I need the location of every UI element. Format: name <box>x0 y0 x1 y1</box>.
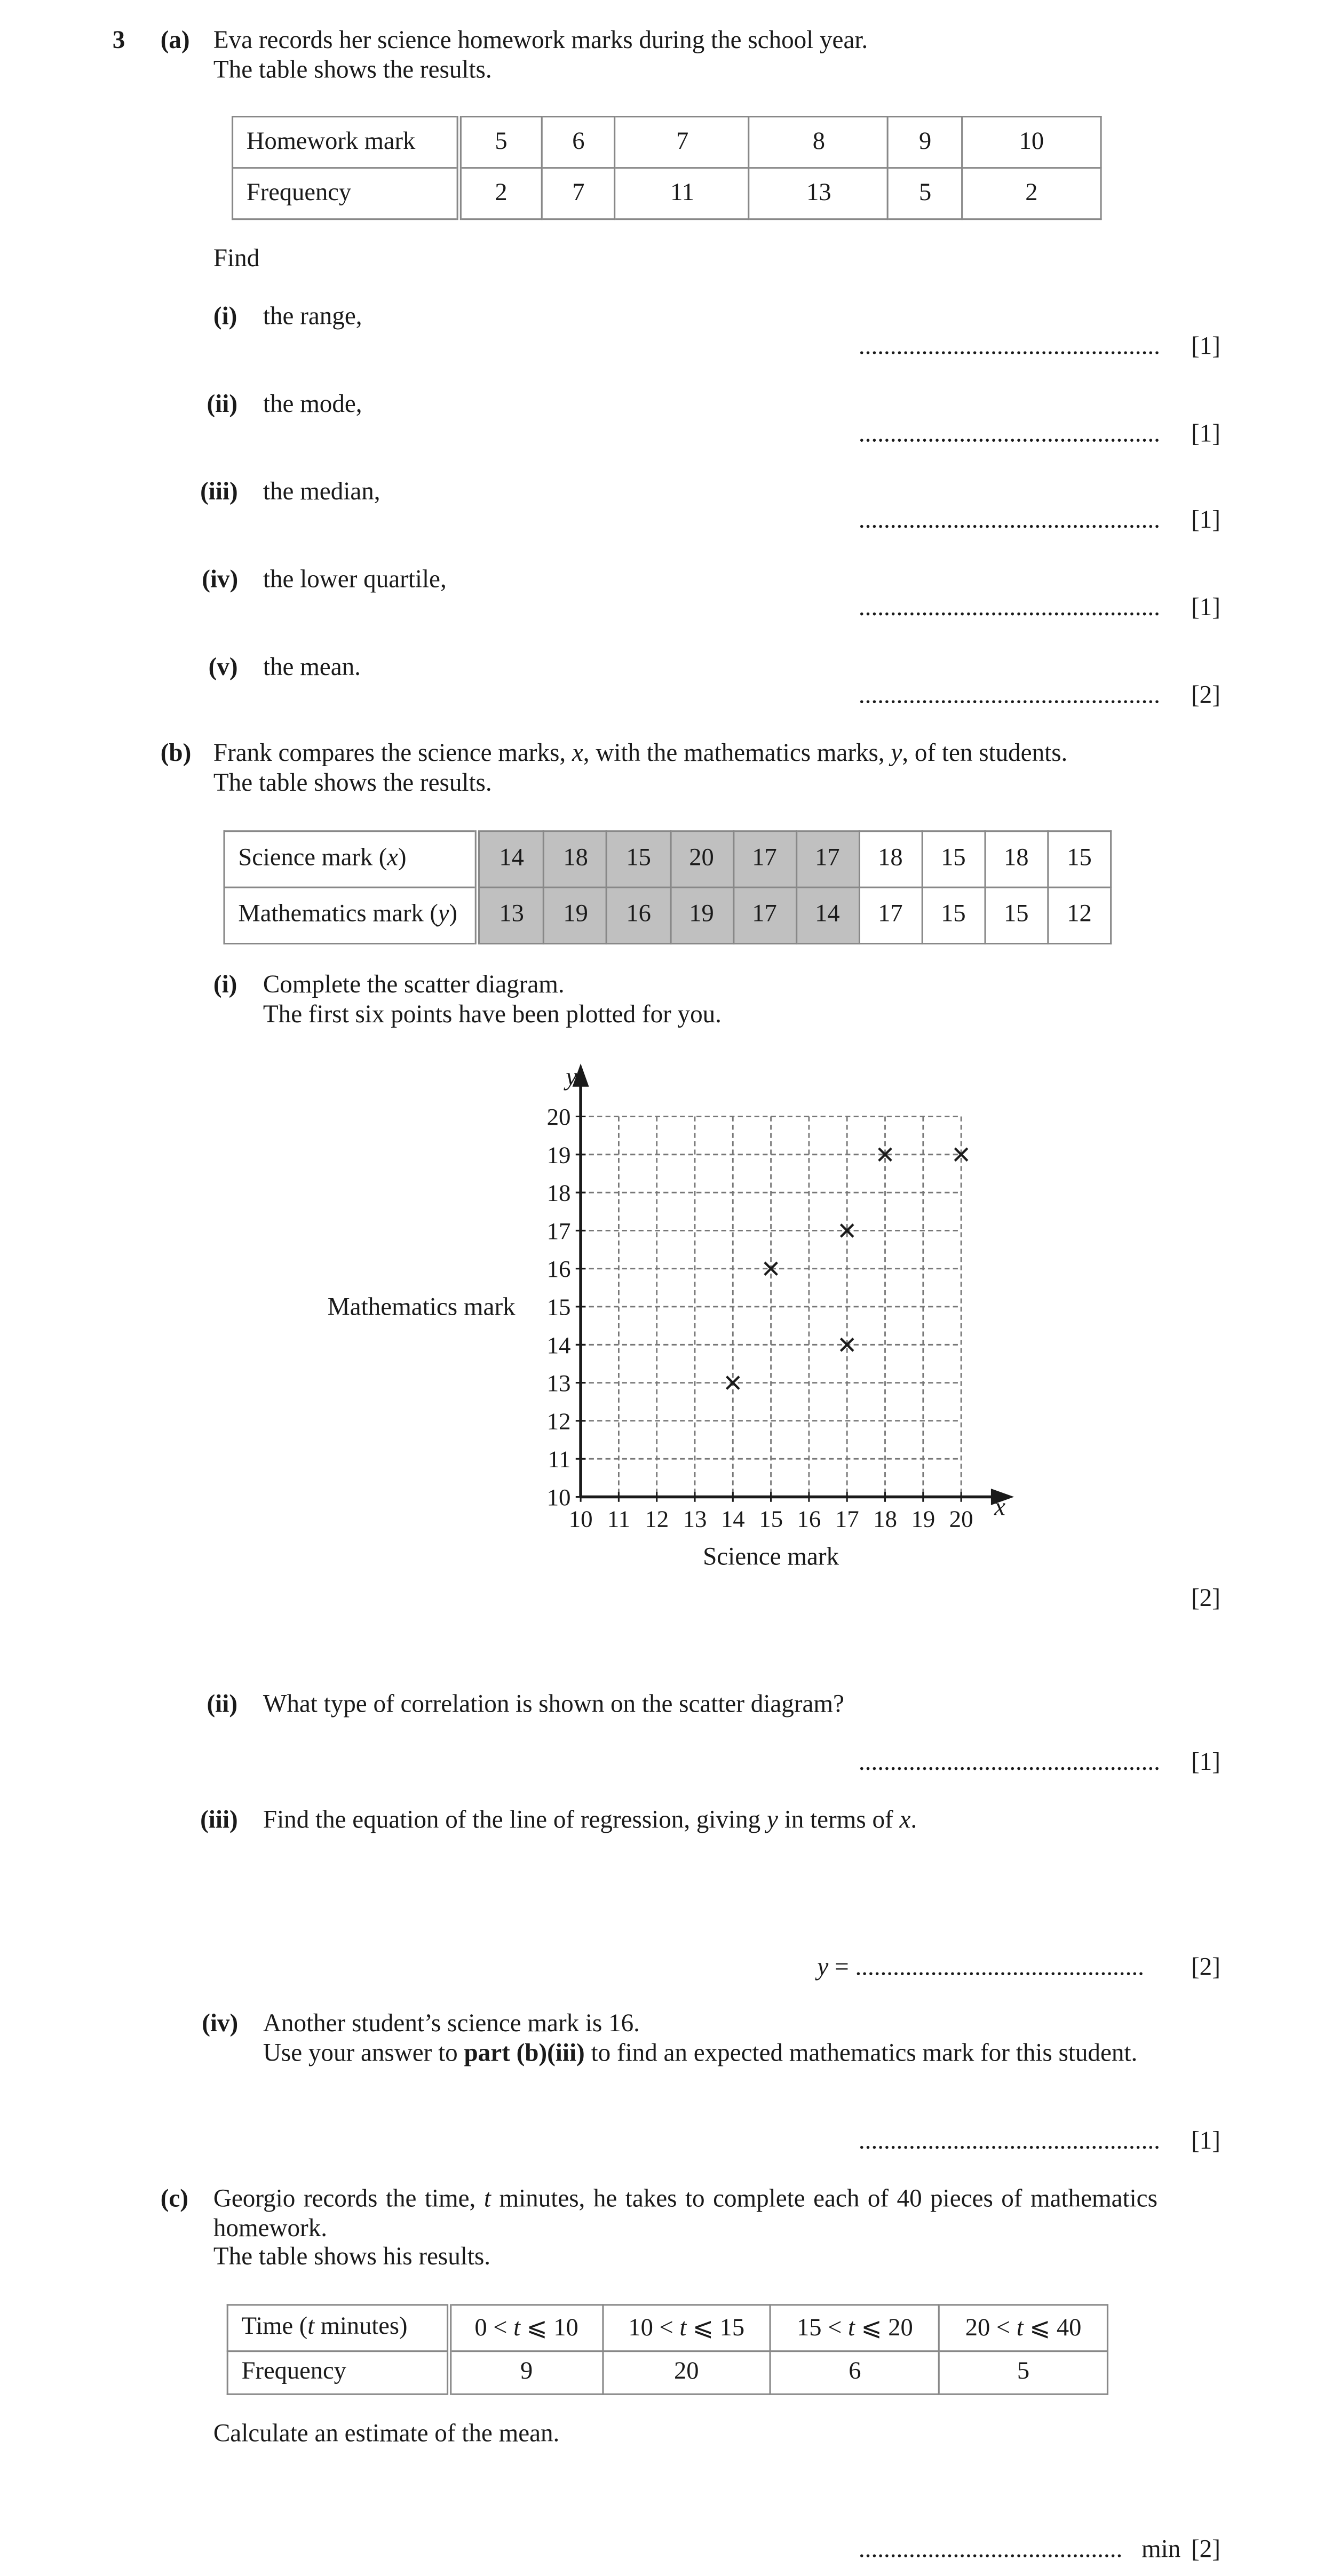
text-fragment: minutes) <box>314 2313 408 2341</box>
text-fragment: Find the equation of the line of regression, giving <box>263 1806 761 1834</box>
table-row-label <box>224 887 477 943</box>
interval-cell <box>939 2305 1108 2351</box>
part-b-i-label: (i) <box>213 971 237 999</box>
part-b-label: (b) <box>160 739 192 768</box>
part-a-iii-text: the median, <box>263 478 380 506</box>
text-fragment: in terms of <box>784 1806 893 1834</box>
text-fragment: minutes, he takes to complete each of 40 pieces of mathematics <box>499 2185 1157 2213</box>
part-a-ii-label: (ii) <box>207 390 238 419</box>
table-cell: 9 <box>449 2351 602 2395</box>
variable-y: y <box>891 739 902 768</box>
text-fragment: ) <box>449 901 458 928</box>
answer-line[interactable]: ................................................ <box>858 332 1160 361</box>
interval-lower: 15 <box>797 2316 822 2342</box>
table-row-label <box>227 2305 449 2351</box>
part-c-intro-line1 <box>213 2185 1157 2215</box>
variable-t: t <box>1016 2316 1024 2342</box>
table-cell: 9 <box>888 117 962 168</box>
y-tick-label: 17 <box>546 1217 571 1244</box>
variable-x: x <box>899 1806 911 1834</box>
x-tick-label: 19 <box>911 1505 935 1532</box>
variable-t: t <box>679 2316 687 2342</box>
grid-lines <box>581 1117 961 1497</box>
part-b-iv-line2 <box>263 2039 1137 2069</box>
table-cell: 11 <box>615 168 749 219</box>
y-tick-label: 19 <box>546 1141 571 1168</box>
table-cell: 12 <box>1048 887 1111 943</box>
text-fragment: , of ten students. <box>902 739 1068 768</box>
answer-line[interactable]: ................................................ <box>858 506 1160 535</box>
less-than-sign: < <box>996 2316 1011 2342</box>
part-b-intro-line1 <box>213 740 1067 769</box>
table-cell: 5 <box>939 2351 1108 2395</box>
y-tick-label: 15 <box>546 1293 571 1321</box>
part-b-ii-label: (ii) <box>207 1690 238 1719</box>
x-axis-label: Science mark <box>703 1543 839 1571</box>
answer-line[interactable]: .......................................... <box>858 2535 1123 2564</box>
table-cell: 20 <box>670 831 733 887</box>
variable-t: t <box>483 2185 491 2213</box>
part-a-i-text: the range, <box>263 303 362 331</box>
table-cell: 19 <box>670 887 733 943</box>
less-than-sign: < <box>493 2316 508 2342</box>
unit-label: min <box>1141 2535 1181 2564</box>
interval-upper: 10 <box>553 2316 578 2342</box>
interval-lower: 10 <box>628 2316 653 2342</box>
mark-allocation: [2] <box>1191 2535 1220 2564</box>
less-equal-sign: ⩽ <box>1029 2316 1051 2342</box>
x-tick-label: 16 <box>797 1505 821 1532</box>
table-cell: 18 <box>985 831 1048 887</box>
variable-y: y <box>766 1806 778 1834</box>
text-fragment: to find an expected mathematics mark for this student. <box>591 2039 1138 2068</box>
x-tick-label: 11 <box>607 1505 631 1532</box>
part-a-intro-line2: The table shows the results. <box>213 56 492 85</box>
mark-allocation: [1] <box>1191 1748 1220 1777</box>
table-cell: 15 <box>607 831 670 887</box>
interval-lower: 20 <box>965 2316 990 2342</box>
answer-line[interactable]: ................................................ <box>858 681 1160 710</box>
part-b-i-line2: The first six points have been plotted for you. <box>263 1000 722 1029</box>
table-cell: 14 <box>477 831 544 887</box>
less-equal-sign: ⩽ <box>692 2316 713 2342</box>
interval-lower: 0 <box>474 2316 487 2342</box>
part-a-ii-text: the mode, <box>263 390 362 419</box>
mark-allocation: [2] <box>1191 1584 1220 1613</box>
part-a-label: (a) <box>160 26 190 55</box>
interval-upper: 40 <box>1056 2316 1082 2342</box>
text-fragment: Time ( <box>241 2313 308 2341</box>
part-c-label: (c) <box>160 2185 188 2213</box>
table-row-label: Frequency <box>227 2351 449 2395</box>
less-equal-sign: ⩽ <box>861 2316 882 2342</box>
data-point-cross <box>727 1377 740 1389</box>
table-cell: 17 <box>796 831 859 887</box>
part-b-i-line1: Complete the scatter diagram. <box>263 971 565 999</box>
variable-t: t <box>513 2316 521 2342</box>
part-b-iv-label: (iv) <box>202 2009 239 2038</box>
text-fragment: Frank compares the science marks, <box>213 739 566 768</box>
text-fragment: . <box>910 1806 917 1834</box>
table-cell: 16 <box>607 887 670 943</box>
less-than-sign: < <box>828 2316 842 2342</box>
part-a-v-text: the mean. <box>263 653 361 682</box>
y-tick-label: 16 <box>546 1255 571 1283</box>
y-tick-label: 11 <box>548 1445 571 1473</box>
table-cell: 17 <box>733 831 796 887</box>
part-b-iii-label: (iii) <box>200 1806 238 1834</box>
x-tick-label: 14 <box>720 1505 745 1532</box>
table-cell: 15 <box>985 887 1048 943</box>
part-b-iv-line1: Another student’s science mark is 16. <box>263 2009 640 2038</box>
table-cell: 18 <box>859 831 922 887</box>
y-axis-label: Mathematics mark <box>327 1293 516 1321</box>
text-fragment: Mathematics mark ( <box>238 901 438 928</box>
x-axis-variable: x <box>994 1493 1006 1521</box>
part-a-iv-text: the lower quartile, <box>263 566 447 594</box>
y-tick-label: 18 <box>546 1179 571 1206</box>
variable-y: y <box>817 1953 829 1982</box>
table-cell: 7 <box>615 117 749 168</box>
table-cell: 17 <box>733 887 796 943</box>
x-tick-label: 10 <box>568 1505 593 1532</box>
question-number: 3 <box>112 26 125 55</box>
mark-allocation: [1] <box>1191 420 1220 449</box>
text-fragment: Use your answer to <box>263 2039 458 2068</box>
mark-allocation: [1] <box>1191 2127 1220 2156</box>
table-cell: 10 <box>962 117 1101 168</box>
part-c-intro-line1b: homework. <box>213 2214 328 2243</box>
table-cell: 20 <box>602 2351 771 2395</box>
part-c-calc-text: Calculate an estimate of the mean. <box>213 2420 560 2448</box>
interval-cell <box>602 2305 771 2351</box>
table-cell: 18 <box>544 831 607 887</box>
text-fragment: Georgio records the time, <box>213 2185 476 2213</box>
variable-y: y <box>438 901 449 928</box>
mark-allocation: [1] <box>1191 593 1220 622</box>
x-tick-label: 13 <box>683 1505 707 1532</box>
table-cell: 6 <box>771 2351 939 2395</box>
table-cell: 17 <box>859 887 922 943</box>
table-cell: 2 <box>962 168 1101 219</box>
table-cell: 6 <box>542 117 615 168</box>
table-row-label: Frequency <box>233 168 459 219</box>
mark-allocation: [2] <box>1191 1953 1220 1982</box>
axes <box>573 1063 1014 1505</box>
y-tick-label: 10 <box>546 1484 571 1510</box>
table-cell: 15 <box>922 831 985 887</box>
part-a-v-label: (v) <box>208 653 238 682</box>
y-tick-label: 14 <box>546 1331 571 1358</box>
table-cell: 5 <box>459 117 541 168</box>
part-a-i-label: (i) <box>213 303 237 331</box>
table-cell: 19 <box>544 887 607 943</box>
y-axis-variable: y <box>566 1063 577 1091</box>
table-cell: 13 <box>749 168 888 219</box>
interval-cell <box>771 2305 939 2351</box>
time-frequency-table <box>227 2304 1108 2395</box>
equals-sign: = <box>835 1953 849 1982</box>
variable-x: x <box>387 845 398 872</box>
text-fragment: , with the mathematics marks, <box>583 739 885 768</box>
answer-line[interactable]: ................................................ <box>858 420 1160 449</box>
part-a-iv-label: (iv) <box>202 566 239 594</box>
science-maths-table <box>224 830 1112 944</box>
part-a-iii-label: (iii) <box>200 478 238 506</box>
mark-allocation: [2] <box>1191 681 1220 710</box>
table-cell: 2 <box>459 168 541 219</box>
find-text: Find <box>213 244 260 273</box>
variable-t: t <box>307 2313 315 2341</box>
less-than-sign: < <box>659 2316 673 2342</box>
scatter-diagram[interactable] <box>314 1051 1042 1580</box>
text-fragment: ) <box>398 845 407 872</box>
x-tick-label: 15 <box>759 1505 783 1532</box>
table-cell: 5 <box>888 168 962 219</box>
interval-upper: 15 <box>719 2316 745 2342</box>
x-tick-label: 17 <box>835 1505 859 1532</box>
table-row-label <box>224 831 477 887</box>
x-tick-label: 20 <box>949 1505 973 1532</box>
regression-answer[interactable] <box>817 1953 1144 1983</box>
tick-labels <box>547 1103 973 1532</box>
x-tick-label: 18 <box>873 1505 897 1532</box>
y-tick-label: 13 <box>546 1370 571 1397</box>
table-cell: 13 <box>477 887 544 943</box>
answer-line[interactable]: .............................................. <box>855 1953 1144 1982</box>
part-b-intro-line2: The table shows the results. <box>213 769 492 798</box>
table-row-label: Homework mark <box>233 117 459 168</box>
interval-upper: 20 <box>888 2316 913 2342</box>
table-cell: 15 <box>922 887 985 943</box>
answer-line[interactable]: ................................................ <box>858 593 1160 622</box>
part-b-ii-text: What type of correlation is shown on the scatter diagram? <box>263 1690 844 1719</box>
y-tick-label: 20 <box>546 1103 571 1130</box>
mark-allocation: [1] <box>1191 506 1220 535</box>
table-cell: 7 <box>542 168 615 219</box>
table-cell: 15 <box>1048 831 1111 887</box>
variable-t: t <box>848 2316 855 2342</box>
part-b-iii-text <box>263 1806 917 1836</box>
table-cell: 8 <box>749 117 888 168</box>
y-tick-label: 12 <box>546 1408 571 1435</box>
text-fragment: Science mark ( <box>238 845 387 872</box>
homework-marks-table <box>232 116 1102 220</box>
mark-allocation: [1] <box>1191 332 1220 361</box>
part-a-intro-line1: Eva records her science homework marks during the school year. <box>213 26 868 55</box>
text-fragment-bold: part (b)(iii) <box>464 2039 585 2068</box>
less-equal-sign: ⩽ <box>526 2316 548 2342</box>
answer-line[interactable]: ................................................ <box>858 2127 1160 2156</box>
x-tick-label: 12 <box>645 1505 669 1532</box>
answer-line[interactable]: ................................................ <box>858 1748 1160 1777</box>
part-c-intro-line2: The table shows his results. <box>213 2243 491 2271</box>
interval-cell <box>449 2305 602 2351</box>
table-cell: 14 <box>796 887 859 943</box>
variable-x: x <box>572 739 583 768</box>
